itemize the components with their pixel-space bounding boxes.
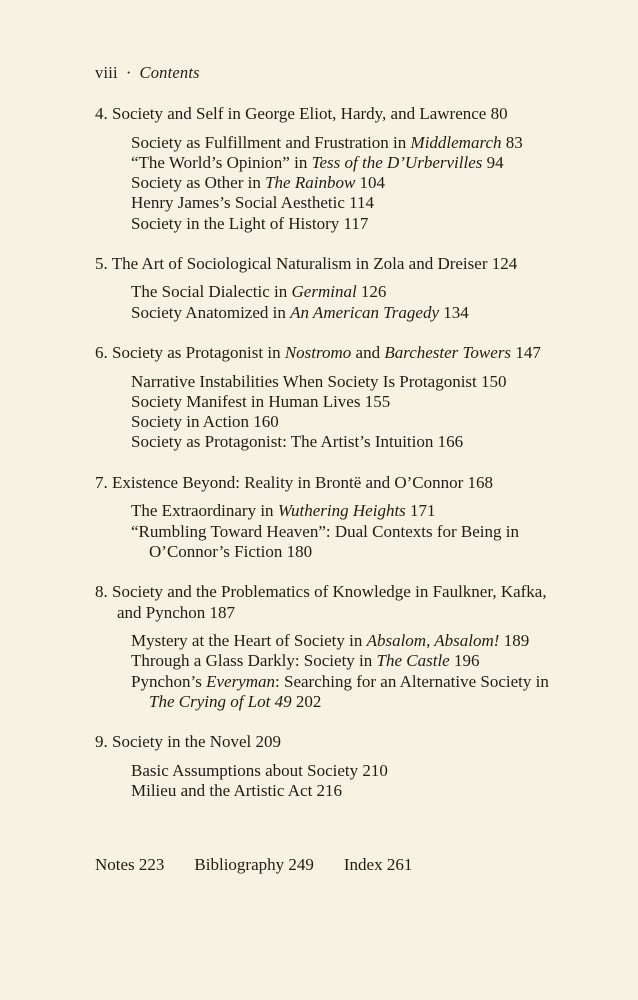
text-run: 134 bbox=[439, 302, 469, 322]
italic-title: The Rainbow bbox=[265, 173, 356, 193]
italic-title: Barchester Towers bbox=[384, 343, 512, 363]
chapter-entry bbox=[95, 732, 575, 801]
italic-title: Absalom, Absalom! bbox=[366, 631, 500, 651]
section-list bbox=[131, 631, 575, 712]
text-run: 5. The Art of Sociological Naturalism in Zola and Dreiser 124 bbox=[95, 253, 518, 273]
text-run: 189 bbox=[499, 631, 530, 651]
section-list bbox=[131, 282, 575, 323]
running-head-separator: · bbox=[125, 63, 132, 82]
italic-title: Nostromo bbox=[284, 343, 352, 363]
text-run: Society as Protagonist: The Artist’s Intuition 166 bbox=[131, 432, 464, 452]
text-run: “The World’s Opinion” in bbox=[131, 152, 312, 172]
text-run: “Rumbling Toward Heaven”: Dual Contexts for Being in O’Connor’s Fiction 180 bbox=[131, 521, 520, 561]
chapter-title bbox=[95, 582, 575, 623]
text-run: Society Manifest in Human Lives 155 bbox=[131, 391, 391, 411]
section-entry bbox=[131, 432, 575, 452]
section-list bbox=[131, 501, 575, 562]
section-list bbox=[131, 761, 575, 802]
back-matter-entry: Notes 223 bbox=[95, 855, 165, 874]
page-number: viii bbox=[95, 63, 118, 82]
chapter-entry bbox=[95, 582, 575, 712]
text-run: Henry James’s Social Aesthetic 114 bbox=[131, 193, 374, 213]
section-entry bbox=[131, 631, 575, 651]
section-entry bbox=[131, 672, 575, 713]
italic-title: The Crying of Lot 49 bbox=[149, 692, 292, 712]
italic-title: Germinal bbox=[291, 282, 357, 302]
italic-title: The Castle bbox=[376, 651, 450, 671]
text-run: 7. Existence Beyond: Reality in Brontë and O’Connor 168 bbox=[95, 472, 494, 492]
section-entry bbox=[131, 282, 575, 302]
chapter-entry bbox=[95, 104, 575, 234]
section-entry bbox=[131, 372, 575, 392]
running-head bbox=[95, 63, 200, 83]
section-entry bbox=[131, 761, 575, 781]
section-entry bbox=[131, 412, 575, 432]
text-run: 171 bbox=[405, 501, 436, 521]
text-run: 147 bbox=[511, 343, 541, 363]
section-list bbox=[131, 372, 575, 453]
italic-title: Middlemarch bbox=[410, 132, 502, 152]
text-run: Society as Fulfillment and Frustration in bbox=[131, 132, 411, 152]
back-matter-entry: Bibliography 249 bbox=[194, 855, 314, 874]
section-entry bbox=[131, 133, 575, 153]
text-run: Society in Action 160 bbox=[131, 412, 279, 432]
table-of-contents bbox=[95, 104, 575, 821]
text-run: Through a Glass Darkly: Society in bbox=[131, 651, 377, 671]
section-entry bbox=[131, 781, 575, 801]
text-run: The Extraordinary in bbox=[131, 501, 278, 521]
text-run: Pynchon’s bbox=[131, 671, 207, 691]
section-entry bbox=[131, 153, 575, 173]
section-entry bbox=[131, 303, 575, 323]
text-run: 104 bbox=[355, 173, 386, 193]
italic-title: An American Tragedy bbox=[290, 302, 440, 322]
italic-title: Tess of the D’Urbervilles bbox=[311, 152, 483, 172]
text-run: Basic Assumptions about Society 210 bbox=[131, 760, 388, 780]
section-entry bbox=[131, 193, 575, 213]
chapter-entry bbox=[95, 473, 575, 562]
back-matter-entry: Index 261 bbox=[343, 855, 413, 874]
chapter-title bbox=[95, 254, 575, 275]
text-run: 4. Society and Self in George Eliot, Hardy, and Lawrence 80 bbox=[95, 104, 508, 123]
text-run: 126 bbox=[356, 282, 387, 302]
text-run: The Social Dialectic in bbox=[131, 282, 292, 302]
section-entry bbox=[131, 214, 575, 234]
text-run: 9. Society in the Novel 209 bbox=[95, 732, 282, 752]
text-run: Society as Other in bbox=[131, 173, 266, 193]
italic-title: Everyman bbox=[206, 671, 276, 691]
text-run: 94 bbox=[482, 152, 504, 172]
section-entry bbox=[131, 392, 575, 412]
chapter-title bbox=[95, 473, 575, 494]
chapter-title bbox=[95, 732, 575, 753]
section-entry bbox=[131, 173, 575, 193]
chapter-entry bbox=[95, 343, 575, 453]
chapter-entry bbox=[95, 254, 575, 323]
text-run: Mystery at the Heart of Society in bbox=[131, 631, 367, 651]
text-run: 202 bbox=[291, 692, 322, 712]
back-matter bbox=[95, 855, 442, 875]
text-run: and bbox=[351, 343, 385, 363]
text-run: Society Anatomized in bbox=[131, 302, 291, 322]
text-run: 8. Society and the Problematics of Knowledge in Faulkner, Kafka, and Pynchon 187 bbox=[95, 582, 547, 622]
section-entry bbox=[131, 651, 575, 671]
text-run: 6. Society as Protagonist in bbox=[95, 343, 285, 363]
text-run: Milieu and the Artistic Act 216 bbox=[131, 781, 343, 801]
section-entry bbox=[131, 522, 575, 563]
text-run: Narrative Instabilities When Society Is Protagonist 150 bbox=[131, 371, 507, 391]
section-entry bbox=[131, 501, 575, 521]
text-run: 196 bbox=[449, 651, 480, 671]
section-list bbox=[131, 133, 575, 234]
text-run: Society in the Light of History 117 bbox=[131, 213, 369, 233]
chapter-title bbox=[95, 343, 575, 364]
text-run: 83 bbox=[501, 132, 523, 152]
chapter-title bbox=[95, 104, 575, 125]
running-head-title: Contents bbox=[139, 63, 200, 82]
italic-title: Wuthering Heights bbox=[277, 501, 406, 521]
text-run: : Searching for an Alternative Society in bbox=[275, 671, 549, 691]
